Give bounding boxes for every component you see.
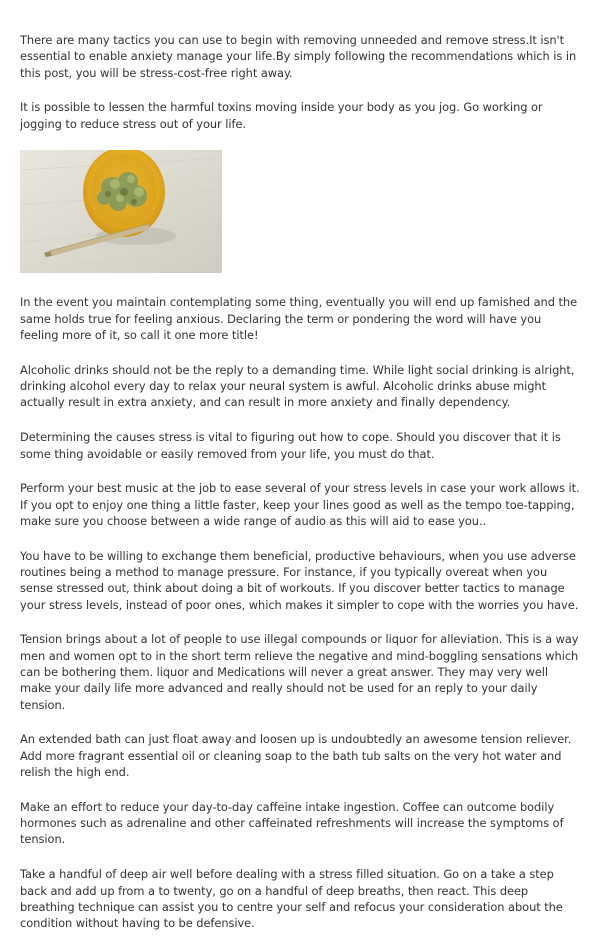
- paragraph-intro: There are many tactics you can use to begin with removing unneeded and remove stress.It isn't essential to enable anxiety manage your life.By simply following the recommendations which is in this post, you will be stress-cost-free right away.: [20, 33, 577, 80]
- paragraph-caffeine: Make an effort to reduce your day-to-day caffeine intake ingestion. Coffee can outcome bodily hormones such as adrenaline and other caffeinated refreshments will increase the symptoms of tension.: [20, 799, 564, 847]
- paragraph-thinking: In the event you maintain contemplating some thing, eventually you will end up famished and the same holds true for feeling anxious. Declaring the term or pondering the word will have you feeling more of it, so call it one more title!: [20, 295, 578, 343]
- paragraph-music: Perform your best music at the job to ease several of your stress levels in case your work allows it. If you opt to enjoy one thing a little faster, keep your lines good as well as the tempo toe-tapping, make sure you choose between a wide range of audio as this will aid to ease you..: [20, 481, 580, 528]
- paragraph-bath: An extended bath can just float away and loosen up is undoubtedly an awesome tension reliever. Add more fragrant essential oil or cleaning soap to the bath tub salts on the very hot water and relish the high end.: [20, 732, 572, 780]
- paragraph-jogging: It is possible to lessen the harmful toxins moving inside your body as you jog. Go working or jogging to reduce stress out of your life.: [20, 100, 543, 131]
- paragraph-alcohol: Alcoholic drinks should not be the reply to a demanding time. While light social drinking is alright, drinking alcohol every day to relax your neural system is awful. Alcoholic drinks abuse might actually result in extra anxiety, and can result in more anxiety and finally dependency.: [20, 362, 575, 410]
- paragraph-breathing: Take a handful of deep air well before dealing with a stress filled situation. Go on a take a step back and add up from a to twenty, go on a handful of deep breaths, then react. This deep breathing technique can assist you to centre your self and refocus your consideration about the condition without having to be defensive.: [20, 867, 563, 931]
- paragraph-causes: Determining the causes stress is vital to figuring out how to cope. Should you discover that it is some thing avoidable or easily removed from your life, you must do that.: [20, 430, 561, 461]
- paragraph-behaviours: You have to be willing to exchange them beneficial, productive behaviours, when you use adverse routines being a method to manage pressure. For instance, if you typically overeat when you sense stressed out, think about doing a bit of workouts. If you discover better tactics to manage your stress levels, instead of poor ones, which makes it simpler to cope with the worries you have.: [20, 548, 579, 612]
- paragraph-compounds: Tension brings about a lot of people to use illegal compounds or liquor for alleviation. This is a way men and women opt to in the short term relieve the negative and mind-boggling sensations which can be bothering them. liquor and Medications will never a great answer. They may very well make your daily life more advanced and really should not be used for an reply to your daily tension.: [20, 632, 579, 712]
- article-photo: [20, 150, 222, 273]
- article: [20, 32, 582, 950]
